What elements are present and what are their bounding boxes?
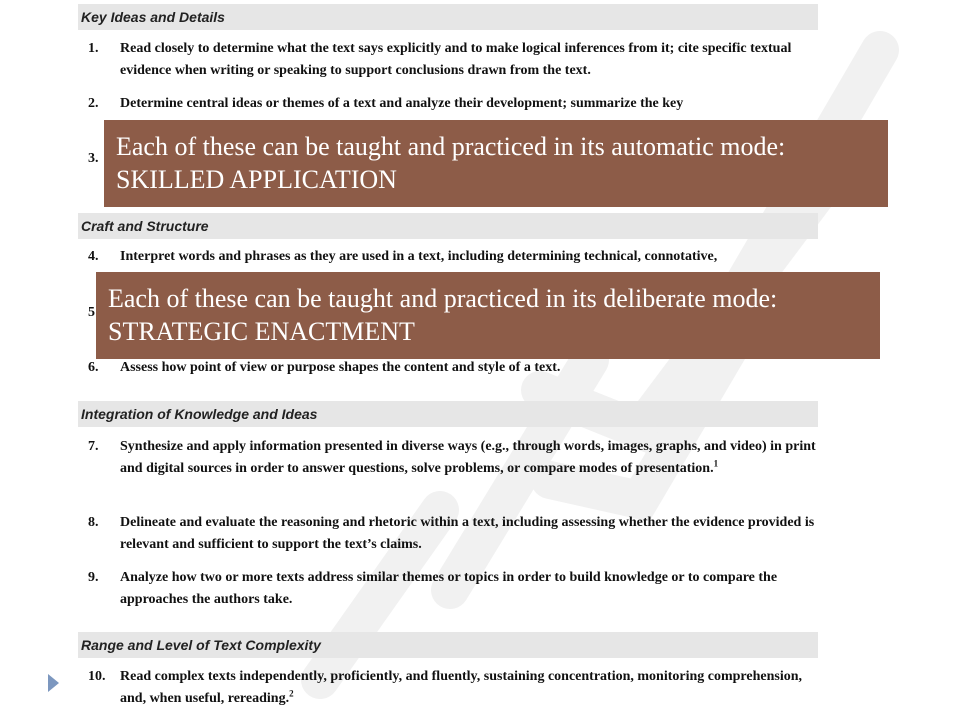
section-header-craft-structure: Craft and Structure xyxy=(78,213,818,239)
triangle-right-icon[interactable] xyxy=(48,674,59,692)
standard-number: 1. xyxy=(88,41,99,56)
standard-number: 4. xyxy=(88,249,99,264)
standard-number: 7. xyxy=(88,439,99,454)
standard-text: Assess how point of view or purpose shapes the content and style of a text. xyxy=(120,360,561,375)
standard-text: Analyze how two or more texts address similar themes or topics in order to build knowledge or to compare the approaches the authors take. xyxy=(120,570,778,607)
section-header-key-ideas: Key Ideas and Details xyxy=(78,4,818,30)
standard-text: Determine central ideas or themes of a text and analyze their development; summarize the key xyxy=(120,96,684,111)
callout-automatic-mode: Each of these can be taught and practiced in its automatic mode: SKILLED APPLICATION xyxy=(104,120,888,207)
callout-deliberate-mode: Each of these can be taught and practiced in its deliberate mode: STRATEGIC ENACTMENT xyxy=(96,272,880,359)
standard-number: 3. xyxy=(88,151,99,166)
standard-number: 10. xyxy=(88,669,106,684)
standard-number: 6. xyxy=(88,360,99,375)
standard-text: Read closely to determine what the text says explicitly and to make logical inferences from it; cite specific textual evidence when writing or speaking to support conclusions drawn from the text. xyxy=(120,41,792,78)
standard-text: Delineate and evaluate the reasoning and rhetoric within a text, including assessing whether the evidence provided is relevant and sufficient to support the text’s claims. xyxy=(120,515,815,552)
standard-number: 5 xyxy=(88,305,95,320)
standard-text: Interpret words and phrases as they are used in a text, including determining technical, connotative, xyxy=(120,249,718,264)
standard-number: 2. xyxy=(88,96,99,111)
standard-text: Synthesize and apply information presented in diverse ways (e.g., through words, images, graphs, and video) in print and digital sources in order to answer questions, solve problems, or compare modes of presentation. xyxy=(120,439,816,476)
footnote-marker: 2 xyxy=(289,688,294,699)
standard-text: Read complex texts independently, proficiently, and fluently, sustaining concentration, monitoring comprehension, and, when useful, rereading. xyxy=(120,669,803,706)
standard-number: 8. xyxy=(88,515,99,530)
section-header-integration: Integration of Knowledge and Ideas xyxy=(78,401,818,427)
footnote-marker: 1 xyxy=(713,458,719,469)
standard-number: 9. xyxy=(88,570,99,585)
standard-text-with-footnote xyxy=(120,666,820,710)
section-header-range-complexity: Range and Level of Text Complexity xyxy=(78,632,818,658)
standard-text-with-footnote xyxy=(120,436,820,480)
